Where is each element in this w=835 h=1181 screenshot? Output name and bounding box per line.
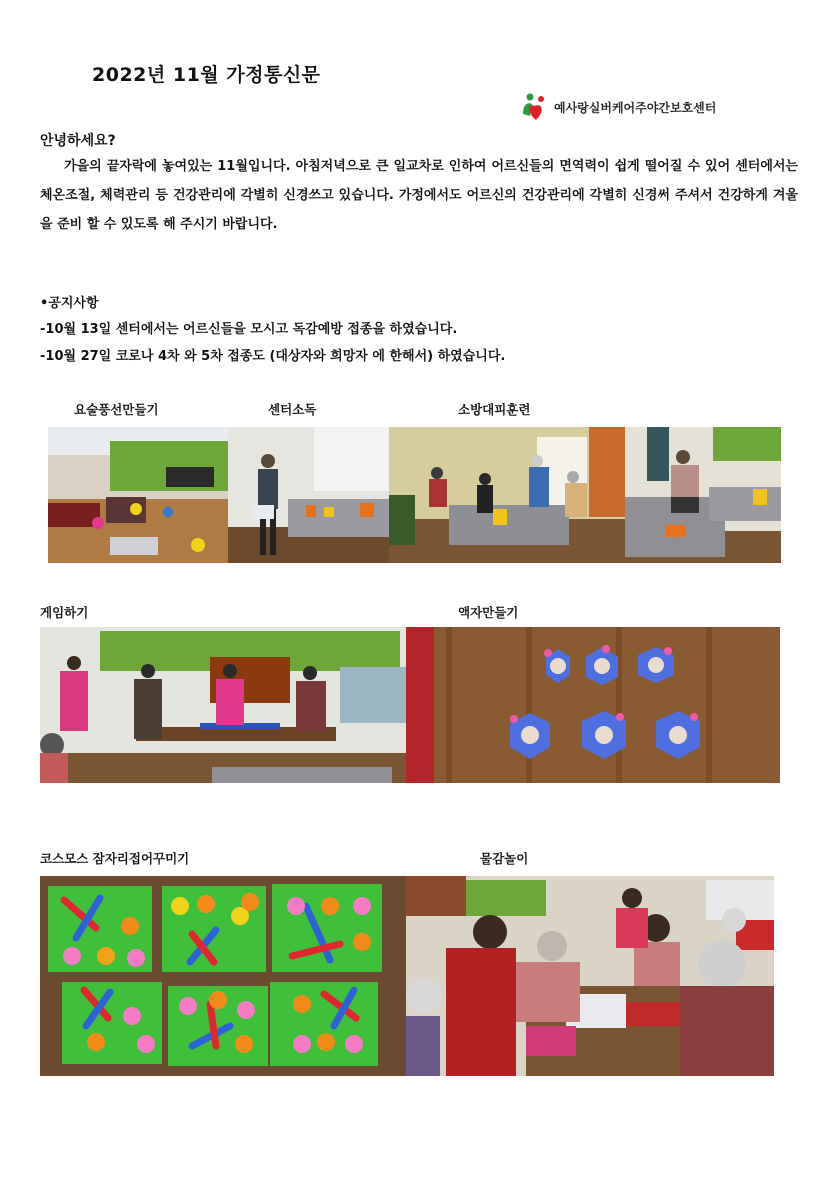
photo-disinfection <box>228 427 389 563</box>
greeting: 안녕하세요? <box>40 133 116 149</box>
photo-games <box>40 627 406 783</box>
photo-magic-balloon <box>48 427 228 563</box>
caption-frame-making: 액자만들기 <box>458 605 519 620</box>
caption-magic-balloon: 요술풍선만들기 <box>74 402 159 417</box>
caption-fire-drill: 소방대피훈련 <box>458 402 531 417</box>
caption-games: 게임하기 <box>40 605 89 620</box>
caption-disinfection: 센터소독 <box>268 402 317 417</box>
notice-item: -10월 13일 센터에서는 어르신들을 모시고 독감예방 접종을 하였습니다. <box>40 322 458 337</box>
photo-fire-drill-1 <box>389 427 625 563</box>
heart-people-icon <box>520 92 550 122</box>
intro-paragraph: 가을의 끝자락에 놓여있는 11월입니다. 아침저녁으로 큰 일교차로 인하여 어르신들의 면역력이 쉽게 떨어질 수 있어 센터에서는 체온조절, 체력관리 등 건강관리에 각별히 신경쓰고 있습니다. 가정에서도 어르신의 건강관리에 각별히 신경써 주셔서 건강하게 겨울을 준비 할 수 있도록 해 주시기 바랍니다. <box>40 159 798 232</box>
photo-frame-making <box>406 627 780 783</box>
caption-paint-play: 물감놀이 <box>480 851 529 866</box>
notice-heading: •공지사항 <box>40 296 99 311</box>
page-title: 2022년 11월 가정통신문 <box>92 64 321 86</box>
org-name: 예사랑실버케어주야간보호센터 <box>554 100 717 115</box>
caption-cosmos: 코스모스 잠자리접어꾸미기 <box>40 851 190 866</box>
photo-fire-drill-2 <box>625 427 781 563</box>
photo-paint-play <box>406 876 774 1076</box>
org-logo <box>520 92 716 122</box>
notice-item: -10월 27일 코로나 4차 와 5차 접종도 (대상자와 희망자 에 한해서) 하였습니다. <box>40 349 506 364</box>
photo-cosmos <box>40 876 406 1076</box>
